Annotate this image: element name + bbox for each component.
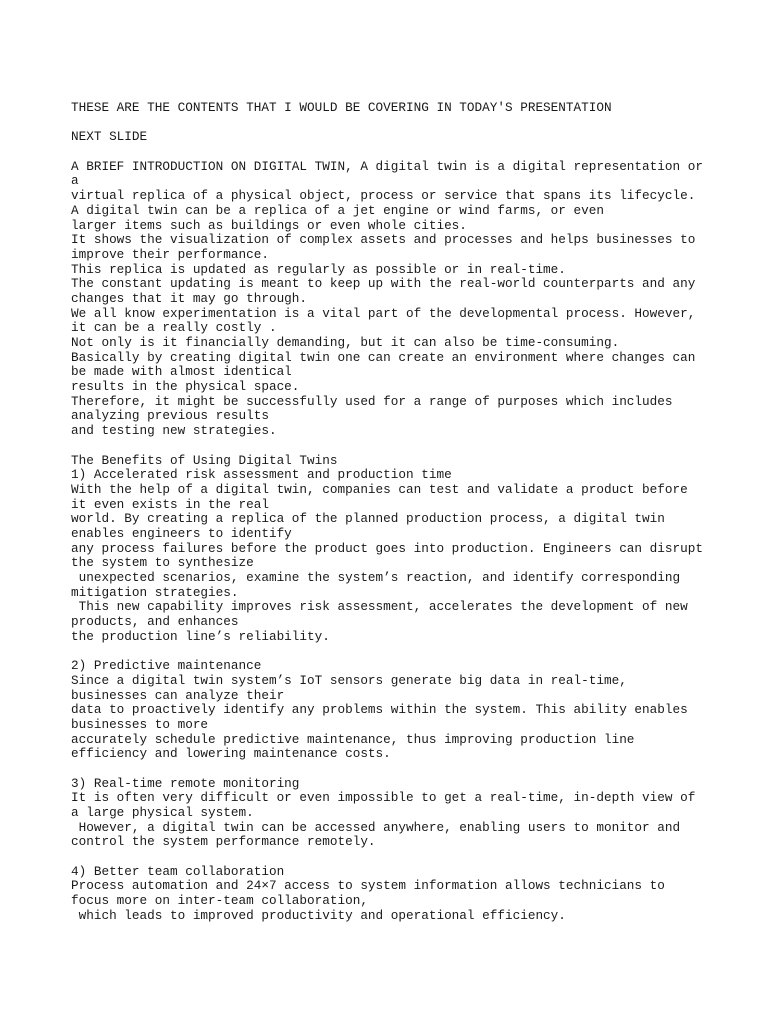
paragraph-spacer — [71, 145, 721, 160]
text-line: control the system performance remotely. — [71, 834, 376, 850]
text-line: It shows the visualization of complex assets and processes and helps businesses to — [71, 232, 696, 248]
text-line: 4) Better team collaboration — [71, 863, 285, 879]
text-line: analyzing previous results — [71, 408, 269, 424]
text-line: changes that it may go through. — [71, 290, 308, 306]
text-line: With the help of a digital twin, companies can test and validate a product before — [71, 481, 688, 497]
paragraph — [71, 454, 721, 645]
text-line: products, and enhances — [71, 614, 239, 630]
text-line: A digital twin can be a replica of a jet engine or wind farms, or even — [71, 202, 604, 218]
paragraph-spacer — [71, 644, 721, 659]
paragraph-spacer — [71, 850, 721, 865]
text-line: larger items such as buildings or even whole cities. — [71, 217, 467, 233]
text-line: world. By creating a replica of the planned production process, a digital twin — [71, 511, 665, 527]
paragraph — [71, 130, 721, 145]
text-line: Therefore, it might be successfully used for a range of purposes which includes — [71, 393, 673, 409]
text-line: which leads to improved productivity and operational efficiency. — [71, 907, 566, 923]
text-line: the production line’s reliability. — [71, 628, 330, 644]
text-line: be made with almost identical — [71, 364, 292, 380]
text-line: businesses to more — [71, 716, 209, 732]
text-line: However, a digital twin can be accessed anywhere, enabling users to monitor and — [71, 819, 681, 835]
text-line: any process failures before the product goes into production. Engineers can disrupt — [71, 540, 703, 556]
paragraph — [71, 865, 721, 924]
paragraph — [71, 101, 721, 116]
paragraph — [71, 777, 721, 850]
text-line: results in the physical space. — [71, 379, 300, 395]
text-line: and testing new strategies. — [71, 423, 277, 439]
text-line: data to proactively identify any problems within the system. This ability enables — [71, 702, 688, 718]
text-line: This replica is updated as regularly as possible or in real-time. — [71, 261, 566, 277]
text-line: enables engineers to identify — [71, 525, 292, 541]
text-line: The Benefits of Using Digital Twins — [71, 452, 338, 468]
text-line: A BRIEF INTRODUCTION ON DIGITAL TWIN, A digital twin is a digital representation or — [71, 158, 703, 174]
document-body — [71, 101, 721, 924]
paragraph — [71, 659, 721, 762]
text-line: 3) Real-time remote monitoring — [71, 775, 300, 791]
text-line: it can be a really costly . — [71, 320, 277, 336]
text-line: Process automation and 24×7 access to system information allows technicians to — [71, 878, 665, 894]
text-line: This new capability improves risk assessment, accelerates the development of new — [71, 599, 688, 615]
paragraph — [71, 160, 721, 439]
text-line: improve their performance. — [71, 246, 269, 262]
text-line: Not only is it financially demanding, but it can also be time-consuming. — [71, 335, 620, 350]
paragraph-spacer — [71, 762, 721, 777]
text-line: a — [71, 173, 79, 189]
text-line: Since a digital twin system’s IoT sensors generate big data in real-time, — [71, 672, 627, 688]
text-line: It is often very difficult or even impossible to get a real-time, in-depth view of — [71, 790, 696, 806]
text-line: The constant updating is meant to keep up with the real-world counterparts and any — [71, 276, 696, 292]
text-line: it even exists in the real — [71, 496, 269, 512]
text-line: THESE ARE THE CONTENTS THAT I WOULD BE COVERING IN TODAY'S PRESENTATION — [71, 100, 612, 115]
text-line: 1) Accelerated risk assessment and production time — [71, 467, 452, 483]
text-line: Basically by creating digital twin one can create an environment where changes can — [71, 349, 696, 365]
text-line: the system to synthesize — [71, 555, 254, 571]
text-line: businesses can analyze their — [71, 687, 285, 703]
text-line: NEXT SLIDE — [71, 129, 148, 145]
text-line: virtual replica of a physical object, process or service that spans its lifecycle. — [71, 188, 696, 204]
text-line: a large physical system. — [71, 805, 254, 820]
text-line: efficiency and lowering maintenance costs. — [71, 746, 391, 762]
text-line: We all know experimentation is a vital part of the developmental process. However, — [71, 305, 696, 321]
text-line: accurately schedule predictive maintenance, thus improving production line — [71, 731, 635, 747]
text-line: unexpected scenarios, examine the system’s reaction, and identify corresponding — [71, 570, 681, 585]
text-line: focus more on inter-team collaboration, — [71, 893, 368, 909]
text-line: mitigation strategies. — [71, 584, 239, 600]
paragraph-spacer — [71, 116, 721, 131]
text-line: 2) Predictive maintenance — [71, 658, 262, 674]
paragraph-spacer — [71, 439, 721, 454]
